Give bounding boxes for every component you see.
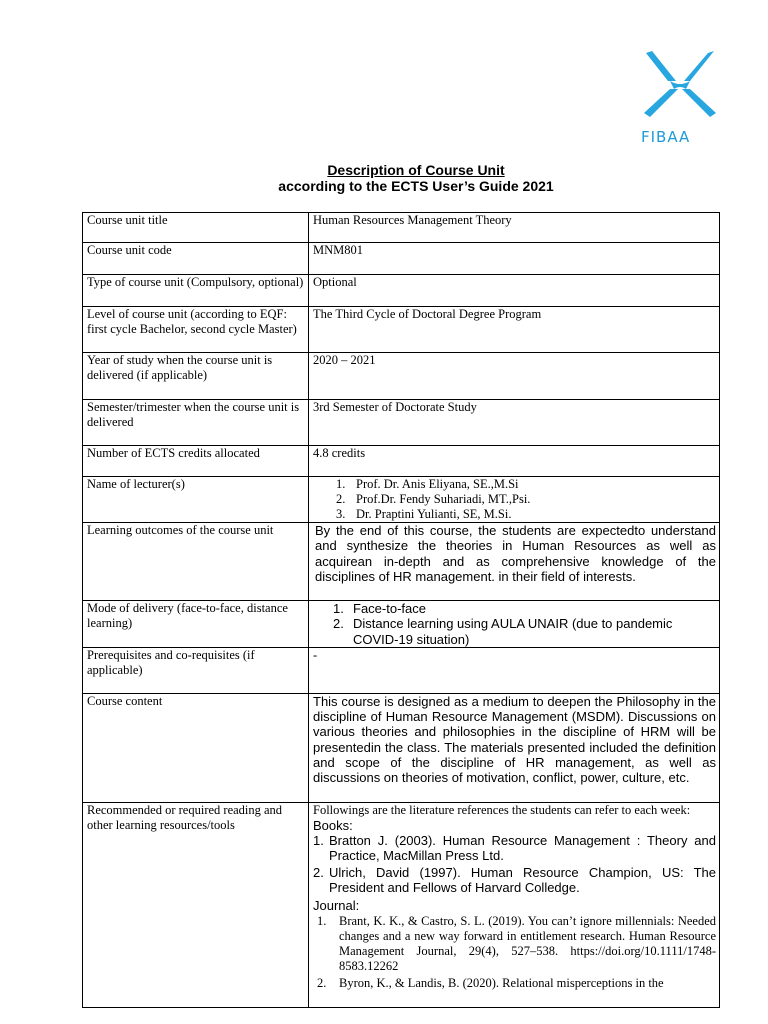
journal-heading: Journal: bbox=[313, 898, 360, 914]
value-semester: 3rd Semester of Doctorate Study bbox=[309, 400, 720, 446]
value-lecturers bbox=[309, 477, 720, 523]
value-prerequisites: - bbox=[309, 647, 720, 693]
list-item: 2. Distance learning using AULA UNAIR (due to pandemic COVID-19 situation) bbox=[333, 616, 673, 647]
list-item: 2. Ulrich, David (1997). Human Resource Champion, US: The President and Fellows of Harvard Colledge. bbox=[313, 864, 716, 896]
journal-list bbox=[313, 914, 716, 991]
row-reading bbox=[83, 802, 720, 1007]
value-delivery-mode bbox=[309, 601, 720, 648]
lecturer-list bbox=[313, 477, 719, 522]
row-delivery-mode bbox=[83, 601, 720, 648]
value-reading bbox=[309, 802, 720, 1007]
list-item: 2. Byron, K., & Landis, B. (2020). Relational misperceptions in the bbox=[317, 975, 664, 990]
value-course-content: This course is designed as a medium to deepen the Philosophy in the discipline of Human Resource Management (MSDM). Discussions on various theories and philosophies in the discipline of HRM will be presentedin the class. The materials presented included the definition and scope of the discipline of HR management, as well as discussions on theories of motivation, conflict, power, culture, etc. bbox=[309, 693, 720, 802]
row-course-title bbox=[83, 213, 720, 243]
logo-text: FIBAA bbox=[641, 128, 691, 146]
row-credits bbox=[83, 446, 720, 477]
books-list bbox=[313, 833, 716, 895]
label-reading: Recommended or required reading and other learning resources/tools bbox=[83, 802, 309, 1007]
label-course-code: Course unit code bbox=[83, 243, 309, 275]
row-prerequisites bbox=[83, 647, 720, 693]
value-course-title: Human Resources Management Theory bbox=[309, 213, 720, 243]
books-heading: Books: bbox=[313, 817, 353, 833]
row-course-content bbox=[83, 693, 720, 802]
label-study-year: Year of study when the course unit is delivered (if applicable) bbox=[83, 353, 309, 400]
label-lecturers: Name of lecturer(s) bbox=[83, 477, 309, 523]
row-study-year bbox=[83, 353, 720, 400]
label-credits: Number of ECTS credits allocated bbox=[83, 446, 309, 477]
label-course-content: Course content bbox=[83, 693, 309, 802]
label-course-level: Level of course unit (according to EQF: first cycle Bachelor, second cycle Master) bbox=[83, 307, 309, 353]
value-credits: 4.8 credits bbox=[309, 446, 720, 477]
value-course-level: The Third Cycle of Doctoral Degree Program bbox=[309, 307, 720, 353]
list-item: 1. Prof. Dr. Anis Eliyana, SE.,M.Si bbox=[336, 477, 519, 491]
value-course-type: Optional bbox=[309, 275, 720, 307]
row-course-level bbox=[83, 307, 720, 353]
label-learning-outcomes: Learning outcomes of the course unit bbox=[83, 523, 309, 601]
value-study-year: 2020 – 2021 bbox=[309, 353, 720, 400]
delivery-list bbox=[313, 601, 716, 647]
list-item: 3. Dr. Praptini Yulianti, SE, M.Si. bbox=[336, 507, 512, 521]
value-learning-outcomes: By the end of this course, the students are expectedto understand and synthesize the theories in Human Resources as well as acquirean in-depth and as comprehensive knowledge of the disciplines of HR management. in their field of interests. bbox=[309, 523, 720, 601]
list-item: 2. Prof.Dr. Fendy Suhariadi, MT.,Psi. bbox=[336, 492, 531, 506]
list-item: 1. Bratton J. (2003). Human Resource Management : Theory and Practice, MacMillan Press Ltd. bbox=[313, 833, 716, 864]
course-unit-table bbox=[82, 212, 720, 1008]
row-lecturers bbox=[83, 477, 720, 523]
value-course-code: MNM801 bbox=[309, 243, 720, 275]
list-item: 1. Brant, K. K., & Castro, S. L. (2019). You can’t ignore millennials: Needed changes and a new way forward in entitlement research. Human Resource Management Journal, 29(4), 527–538. https://doi.org/10.1111/1748-8583.12262 bbox=[317, 913, 716, 973]
row-semester bbox=[83, 400, 720, 446]
row-course-type bbox=[83, 275, 720, 307]
list-item: 1. Face-to-face bbox=[333, 601, 426, 616]
label-course-title: Course unit title bbox=[83, 213, 309, 243]
label-course-type: Type of course unit (Compulsory, optional) bbox=[83, 275, 309, 307]
label-semester: Semester/trimester when the course unit is delivered bbox=[83, 400, 309, 446]
title-line-1: Description of Course Unit bbox=[327, 162, 505, 178]
label-delivery-mode: Mode of delivery (face-to-face, distance learning) bbox=[83, 601, 309, 648]
row-course-code bbox=[83, 243, 720, 275]
document-title bbox=[0, 162, 768, 194]
reading-intro: Followings are the literature references the students can refer to each week: bbox=[313, 802, 691, 817]
title-line-2: according to the ECTS User’s Guide 2021 bbox=[278, 178, 554, 194]
row-learning-outcomes bbox=[83, 523, 720, 601]
label-prerequisites: Prerequisites and co-requisites (if applicable) bbox=[83, 647, 309, 693]
